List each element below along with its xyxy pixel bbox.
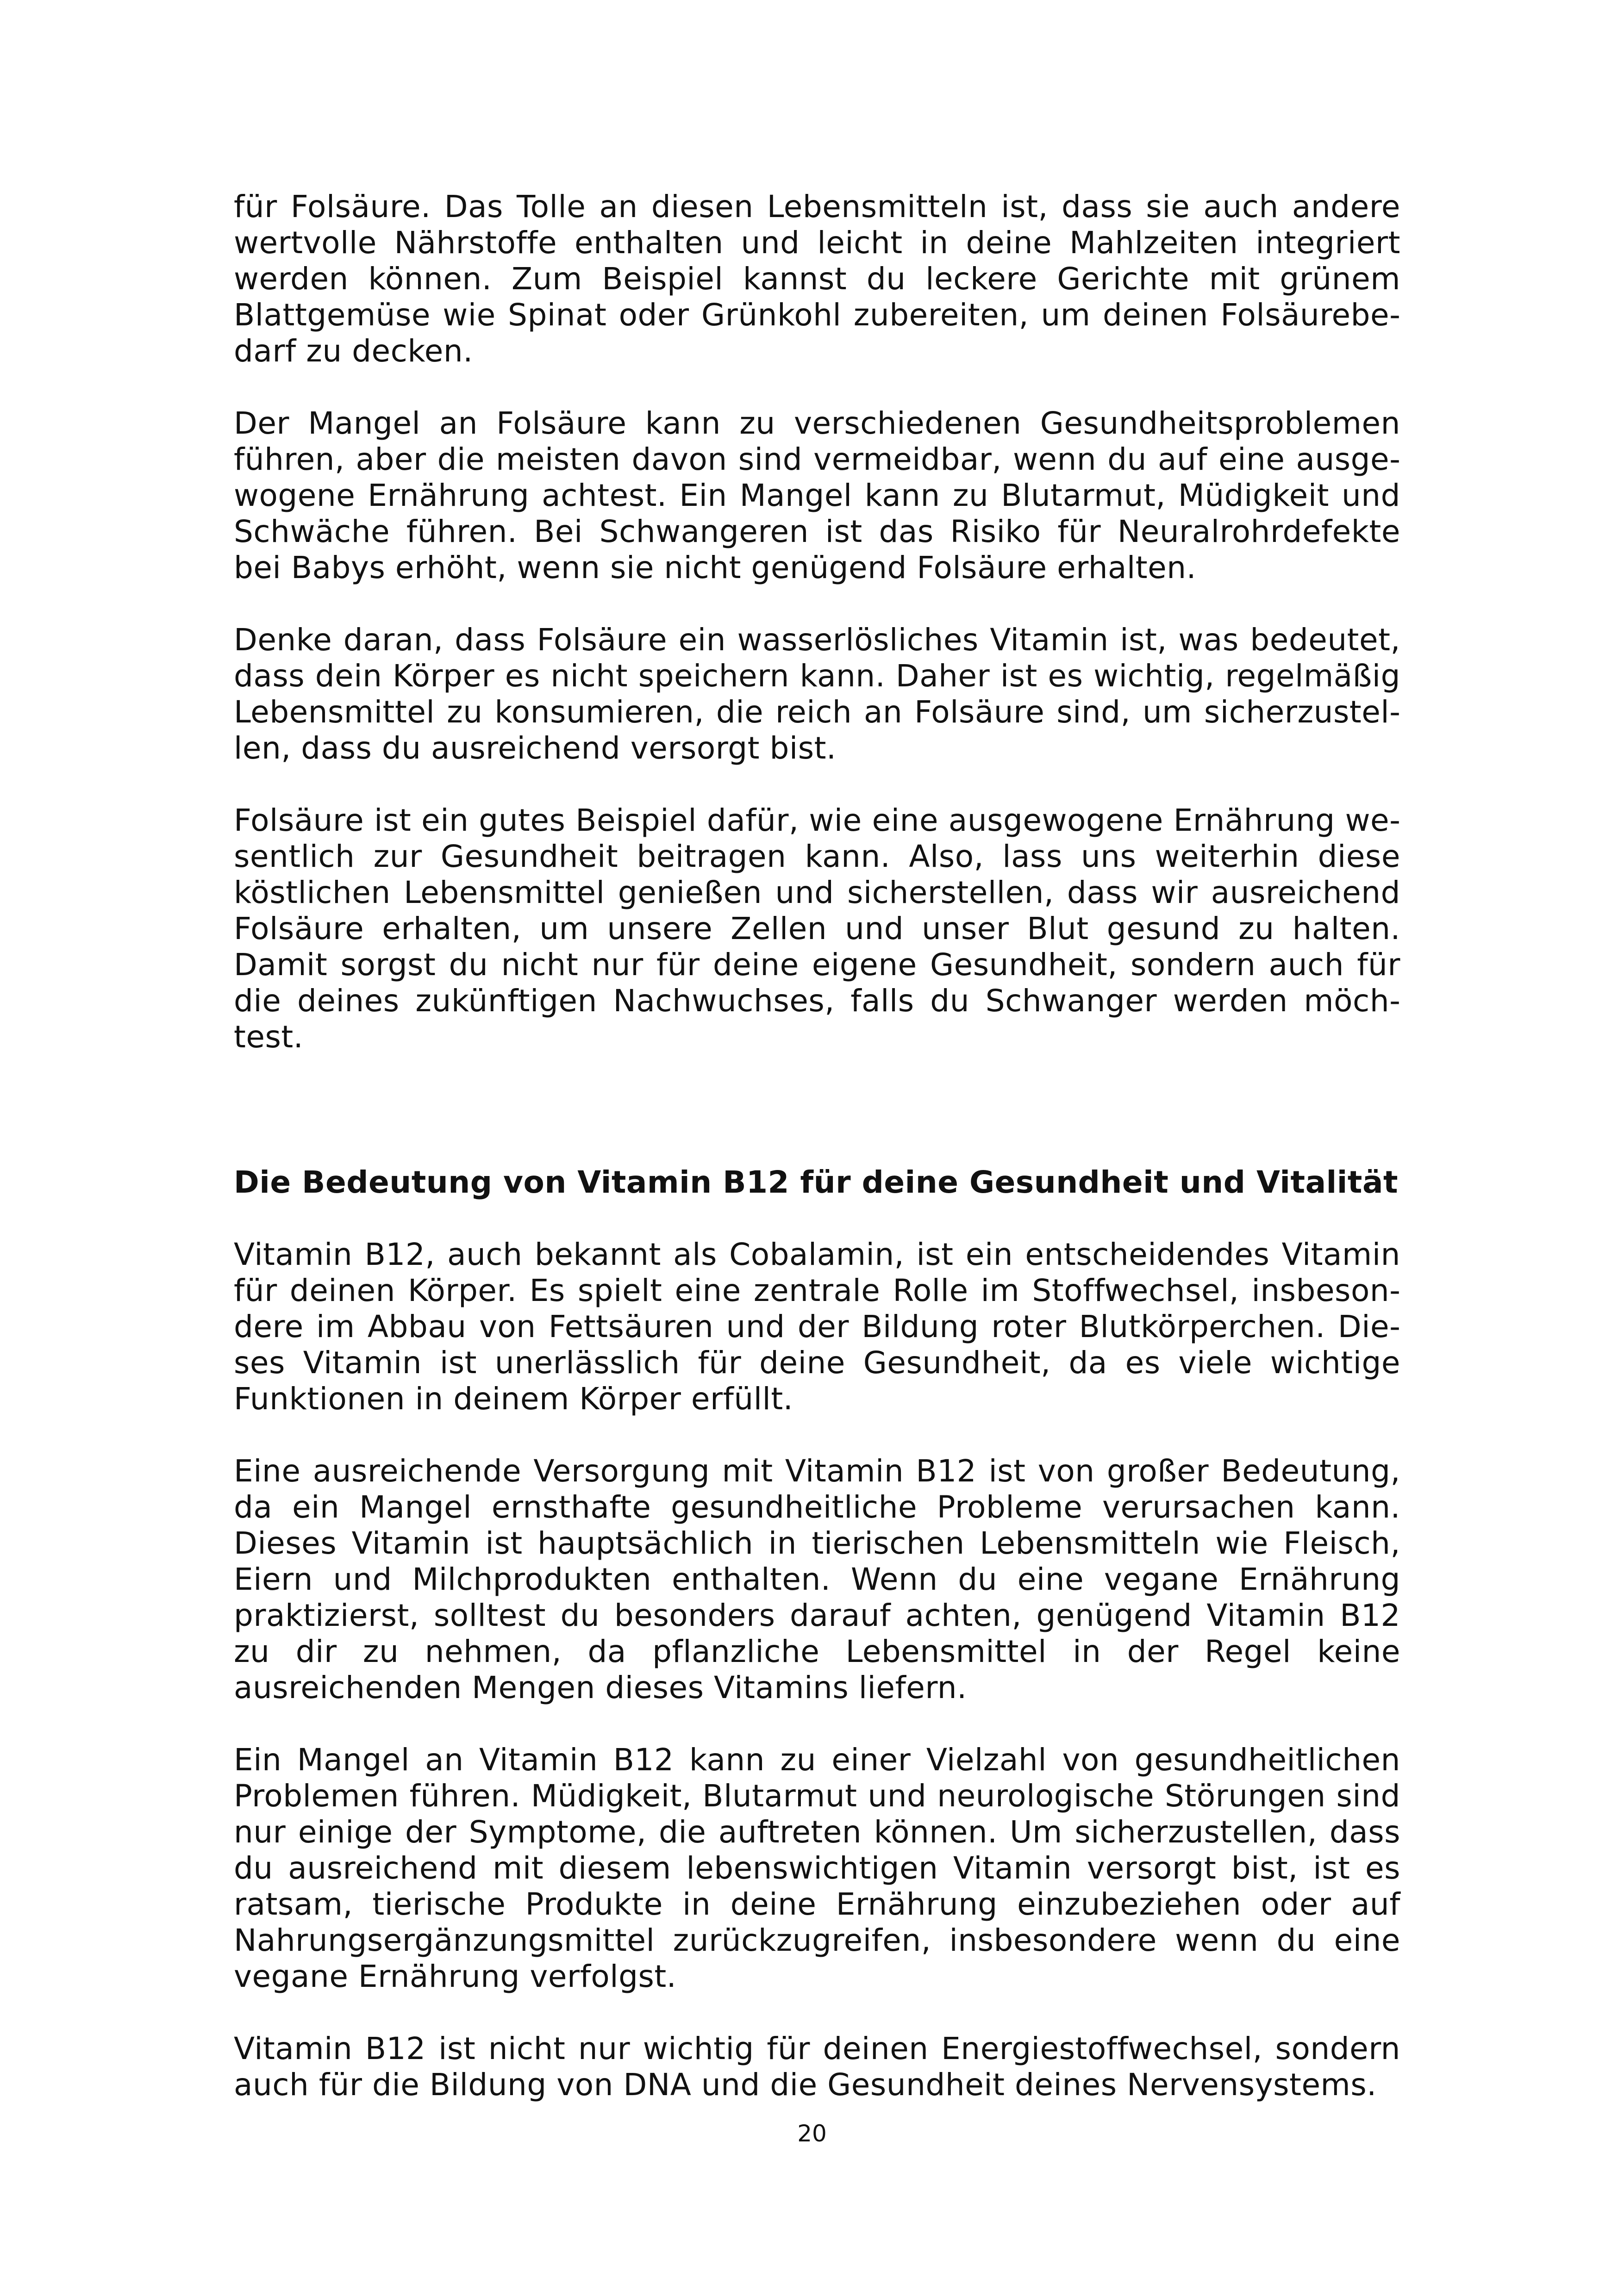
paragraph-folsaeure-beispiel: Folsäure ist ein gutes Beispiel dafür, wie eine ausgewogene Ernährung wesentlich zur Gesundheit beitragen kann. Also, lass uns weiterhin diese köstlichen Lebensmittel genießen und sicherstellen, dass wir ausreichend Folsäure erhalten, um unsere Zellen und unser Blut gesund zu halten. Damit sorgst du nicht nur für deine eigene Gesundheit, sondern auch für die deines zukünftigen Nachwuchses, falls du Schwanger werden möchtest. <box>234 803 1400 1055</box>
paragraph-b12-versorgung: Eine ausreichende Versorgung mit Vitamin B12 ist von großer Bedeutung, da ein Mangel ernsthafte gesundheitliche Probleme verursachen kann. Dieses Vitamin ist hauptsächlich in tierischen Lebensmitteln wie Fleisch, Eiern und Milchprodukten enthalten. Wenn du eine vegane Ernährung praktizierst, solltest du besonders darauf achten, genügend Vitamin B12 zu dir zu nehmen, da pflanzliche Lebensmittel in der Regel keine ausreichenden Mengen dieses Vitamins liefern. <box>234 1453 1400 1705</box>
paragraph-folsaeure-wasserloeslich: Denke daran, dass Folsäure ein wasserlösliches Vitamin ist, was bedeutet, dass dein Körper es nicht speichern kann. Daher ist es wichtig, regelmäßig Lebensmittel zu konsumieren, die reich an Folsäure sind, um sicherzustellen, dass du ausreichend versorgt bist. <box>234 622 1400 766</box>
section-heading-vitamin-b12: Die Bedeutung von Vitamin B12 für deine Gesundheit und Vitalität <box>234 1164 1399 1200</box>
paragraph-b12-dna: Vitamin B12 ist nicht nur wichtig für deinen Energiestoffwechsel, sondern auch für die Bildung von DNA und die Gesundheit deines Nervensystems. <box>234 2031 1400 2103</box>
paragraph-b12-mangel: Ein Mangel an Vitamin B12 kann zu einer Vielzahl von gesundheitlichen Problemen führen. Müdigkeit, Blutarmut und neurologische Störungen sind nur einige der Symptome, die auftreten können. Um sicherzustellen, dass du ausreichend mit diesem lebenswichtigen Vitamin versorgt bist, ist es ratsam, tierische Produkte in deine Ernährung einzubeziehen oder auf Nahrungsergänzungsmittel zurückzugreifen, insbesondere wenn du eine vegane Ernährung verfolgst. <box>234 1742 1400 1994</box>
paragraph-folsaeure-lebensmittel: für Folsäure. Das Tolle an diesen Lebensmitteln ist, dass sie auch andere wertvolle Nährstoffe enthalten und leicht in deine Mahlzeiten integriert werden können. Zum Beispiel kannst du leckere Gerichte mit grünem Blattgemüse wie Spinat oder Grünkohl zubereiten, um deinen Folsäurebedarf zu decken. <box>234 189 1400 369</box>
paragraph-b12-cobalamin: Vitamin B12, auch bekannt als Cobalamin, ist ein entscheidendes Vitamin für deinen Körper. Es spielt eine zentrale Rolle im Stoffwechsel, insbesondere im Abbau von Fettsäuren und der Bildung roter Blutkörperchen. Dieses Vitamin ist unerlässlich für deine Gesundheit, da es viele wichtige Funktionen in deinem Körper erfüllt. <box>234 1237 1400 1417</box>
page-body <box>234 189 1400 2103</box>
paragraph-folsaeure-mangel: Der Mangel an Folsäure kann zu verschiedenen Gesundheitsproblemen führen, aber die meisten davon sind vermeidbar, wenn du auf eine ausgewogene Ernährung achtest. Ein Mangel kann zu Blutarmut, Müdigkeit und Schwäche führen. Bei Schwangeren ist das Risiko für Neuralrohrdefekte bei Babys erhöht, wenn sie nicht genügend Folsäure erhalten. <box>234 405 1400 585</box>
page-number: 20 <box>797 2120 827 2147</box>
